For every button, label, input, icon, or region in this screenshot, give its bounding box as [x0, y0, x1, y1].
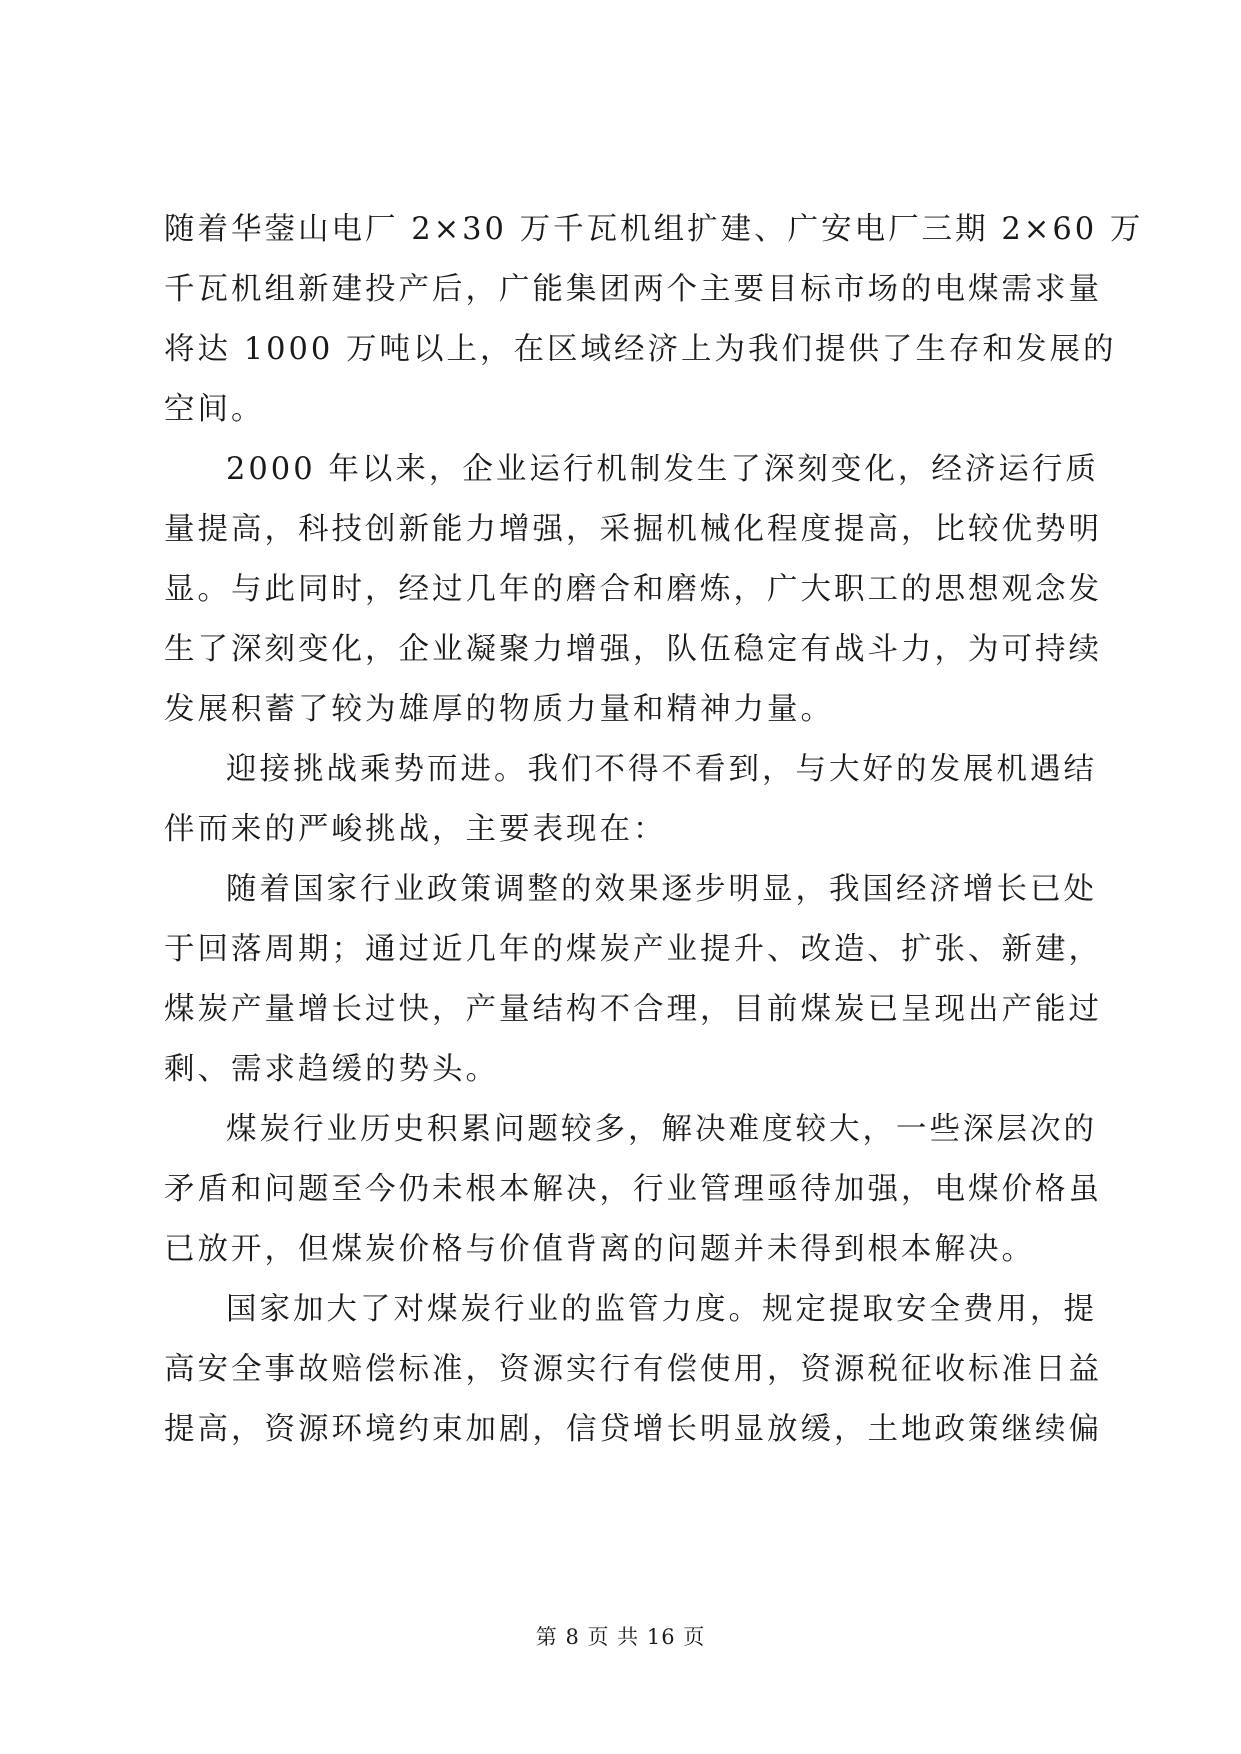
text-line: 煤炭产量增长过快，产量结构不合理，目前煤炭已呈现出产能过: [164, 992, 1102, 1027]
text-line: 于回落周期；通过近几年的煤炭产业提升、改造、扩张、新建，: [164, 932, 1102, 967]
text-line: 提高，资源环境约束加剧，信贷增长明显放缓，土地政策继续偏: [164, 1412, 1102, 1447]
text-line: 生了深刻变化，企业凝聚力增强，队伍稳定有战斗力，为可持续: [164, 632, 1102, 667]
page-number-footer: 第 8 页 共 16 页: [535, 1625, 706, 1649]
document-body: [164, 200, 1144, 1460]
text-line: 矛盾和问题至今仍未根本解决，行业管理亟待加强，电煤价格虽: [164, 1172, 1102, 1207]
text-line: 随着国家行业政策调整的效果逐步明显，我国经济增长已处: [226, 872, 1097, 907]
text-line: 发展积蓄了较为雄厚的物质力量和精神力量。: [164, 692, 834, 727]
text-line: 已放开，但煤炭价格与价值背离的问题并未得到根本解决。: [164, 1232, 1035, 1267]
text-line: 显。与此同时，经过几年的磨合和磨炼，广大职工的思想观念发: [164, 572, 1102, 607]
text-line: 伴而来的严峻挑战，主要表现在：: [164, 812, 667, 847]
text-line: 高安全事故赔偿标准，资源实行有偿使用，资源税征收标准日益: [164, 1352, 1102, 1387]
text-line: 迎接挑战乘势而进。我们不得不看到，与大好的发展机遇结: [226, 752, 1097, 787]
text-line: 空间。: [164, 392, 265, 427]
text-line: 剩、需求趋缓的势头。: [164, 1052, 499, 1087]
text-line: 将达 1000 万吨以上，在区域经济上为我们提供了生存和发展的: [164, 332, 1117, 367]
text-line: 千瓦机组新建投产后，广能集团两个主要目标市场的电煤需求量: [164, 272, 1102, 307]
text-line: 煤炭行业历史积累问题较多，解决难度较大，一些深层次的: [226, 1112, 1097, 1147]
text-line: 量提高，科技创新能力增强，采掘机械化程度提高，比较优势明: [164, 512, 1102, 547]
text-line: 随着华蓥山电厂 2×30 万千瓦机组扩建、广安电厂三期 2×60 万: [164, 212, 1144, 247]
text-line: 2000 年以来，企业运行机制发生了深刻变化，经济运行质: [226, 452, 1099, 487]
text-line: 国家加大了对煤炭行业的监管力度。规定提取安全费用，提: [226, 1292, 1097, 1327]
